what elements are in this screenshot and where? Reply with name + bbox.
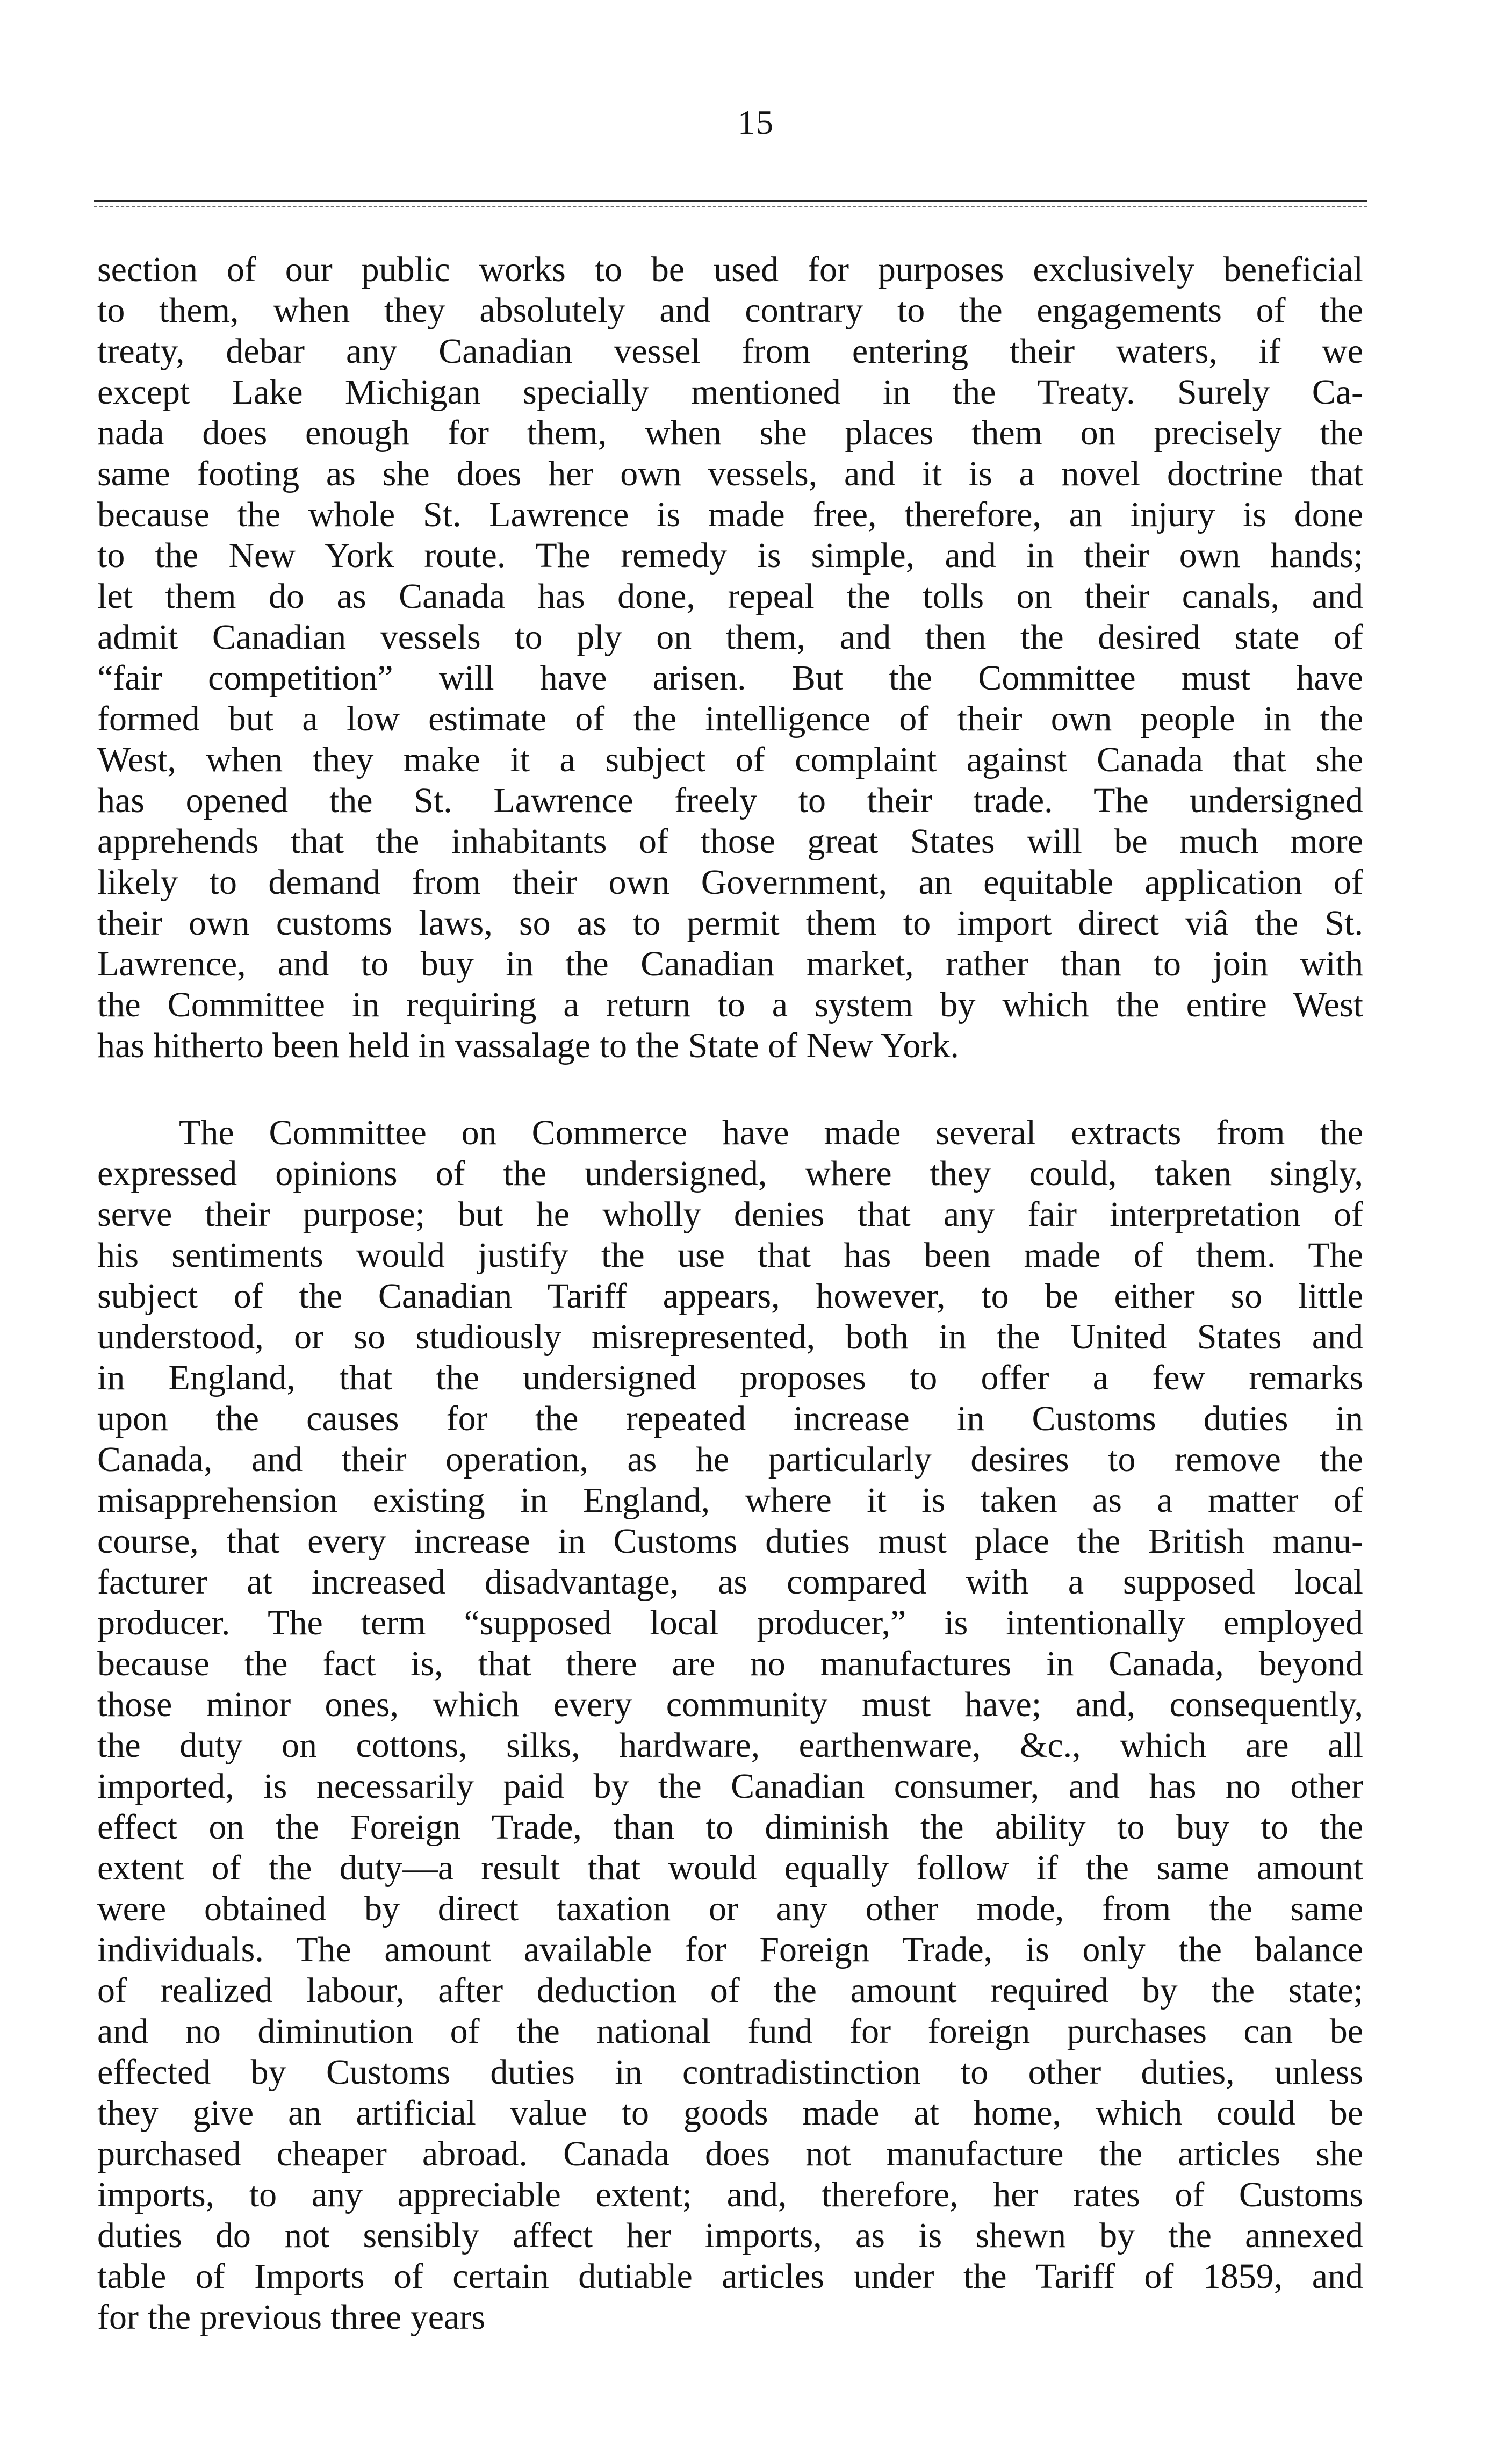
text-line: let them do as Canada has done, repeal the tolls on their canals, and — [97, 577, 1363, 616]
text-line: duties do not sensibly affect her imports, as is shewn by the annexed — [97, 2216, 1363, 2255]
text-line: for the previous three years — [97, 2298, 486, 2337]
text-line: his sentiments would justify the use that has been made of them. The — [97, 1236, 1363, 1275]
text-line: purchased cheaper abroad. Canada does not manufacture the articles she — [97, 2134, 1363, 2173]
text-line: nada does enough for them, when she places them on precisely the — [97, 413, 1363, 453]
text-line: effected by Customs duties in contradistinction to other duties, unless — [97, 2053, 1363, 2092]
text-line: table of Imports of certain dutiable articles under the Tariff of 1859, and — [97, 2257, 1363, 2296]
text-line: because the fact is, that there are no manufactures in Canada, beyond — [97, 1644, 1363, 1683]
text-line: extent of the duty—a result that would equally follow if the same amount — [97, 1848, 1363, 1888]
text-line: imports, to any appreciable extent; and, therefore, her rates of Customs — [97, 2175, 1363, 2214]
text-line: were obtained by direct taxation or any other mode, from the same — [97, 1889, 1363, 1928]
text-line: except Lake Michigan specially mentioned in the Treaty. Surely Ca- — [97, 372, 1363, 412]
text-line: misapprehension existing in England, where it is taken as a matter of — [97, 1481, 1363, 1520]
text-line: individuals. The amount available for Foreign Trade, is only the balance — [97, 1930, 1363, 1969]
text-line: the Committee in requiring a return to a system by which the entire West — [97, 985, 1363, 1024]
text-line: The Committee on Commerce have made several extracts from the — [179, 1113, 1363, 1152]
text-line: Lawrence, and to buy in the Canadian market, rather than to join with — [97, 944, 1363, 984]
text-line: has opened the St. Lawrence freely to their trade. The undersigned — [97, 781, 1363, 820]
text-line: “fair competition” will have arisen. But the Committee must have — [97, 658, 1363, 698]
page-number: 15 — [738, 103, 774, 141]
text-line: West, when they make it a subject of complaint against Canada that she — [97, 740, 1363, 779]
text-line: formed but a low estimate of the intelligence of their own people in the — [97, 699, 1363, 738]
text-line: their own customs laws, so as to permit them to import direct viâ the St. — [97, 903, 1363, 943]
text-line: subject of the Canadian Tariff appears, however, to be either so little — [97, 1276, 1363, 1316]
text-line: in England, that the undersigned proposes to offer a few remarks — [97, 1358, 1363, 1397]
text-line: imported, is necessarily paid by the Canadian consumer, and has no other — [97, 1767, 1363, 1806]
text-line: because the whole St. Lawrence is made free, therefore, an injury is done — [97, 495, 1363, 534]
text-line: treaty, debar any Canadian vessel from entering their waters, if we — [97, 332, 1363, 371]
text-line: likely to demand from their own Government, an equitable application of — [97, 863, 1363, 902]
text-line: understood, or so studiously misrepresented, both in the United States and — [97, 1317, 1363, 1357]
text-line: expressed opinions of the undersigned, where they could, taken singly, — [97, 1154, 1363, 1193]
text-line: has hitherto been held in vassalage to the State of New York. — [97, 1026, 959, 1065]
text-line: of realized labour, after deduction of the amount required by the state; — [97, 1971, 1363, 2010]
text-line: same footing as she does her own vessels, and it is a novel doctrine that — [97, 454, 1363, 493]
text-line: section of our public works to be used for purposes exclusively beneficial — [97, 250, 1363, 289]
text-line: Canada, and their operation, as he particularly desires to remove the — [97, 1440, 1363, 1479]
text-line: and no diminution of the national fund for foreign purchases can be — [97, 2012, 1363, 2051]
text-line: upon the causes for the repeated increase in Customs duties in — [97, 1399, 1363, 1438]
text-line: serve their purpose; but he wholly denies that any fair interpretation of — [97, 1195, 1363, 1234]
text-line: the duty on cottons, silks, hardware, earthenware, &c., which are all — [97, 1726, 1363, 1765]
text-line: to the New York route. The remedy is simple, and in their own hands; — [97, 536, 1363, 575]
text-line: to them, when they absolutely and contrary to the engagements of the — [97, 291, 1363, 330]
text-line: facturer at increased disadvantage, as compared with a supposed local — [97, 1562, 1363, 1602]
text-line: those minor ones, which every community must have; and, consequently, — [97, 1685, 1363, 1724]
text-line: course, that every increase in Customs duties must place the British manu- — [97, 1522, 1363, 1561]
text-line: they give an artificial value to goods made at home, which could be — [97, 2093, 1363, 2133]
text-line: producer. The term “supposed local producer,” is intentionally employed — [97, 1603, 1363, 1642]
text-line: apprehends that the inhabitants of those great States will be much more — [97, 822, 1363, 861]
text-line: effect on the Foreign Trade, than to diminish the ability to buy to the — [97, 1807, 1363, 1847]
text-line: admit Canadian vessels to ply on them, and then the desired state of — [97, 618, 1363, 657]
header-rule — [94, 200, 1367, 202]
